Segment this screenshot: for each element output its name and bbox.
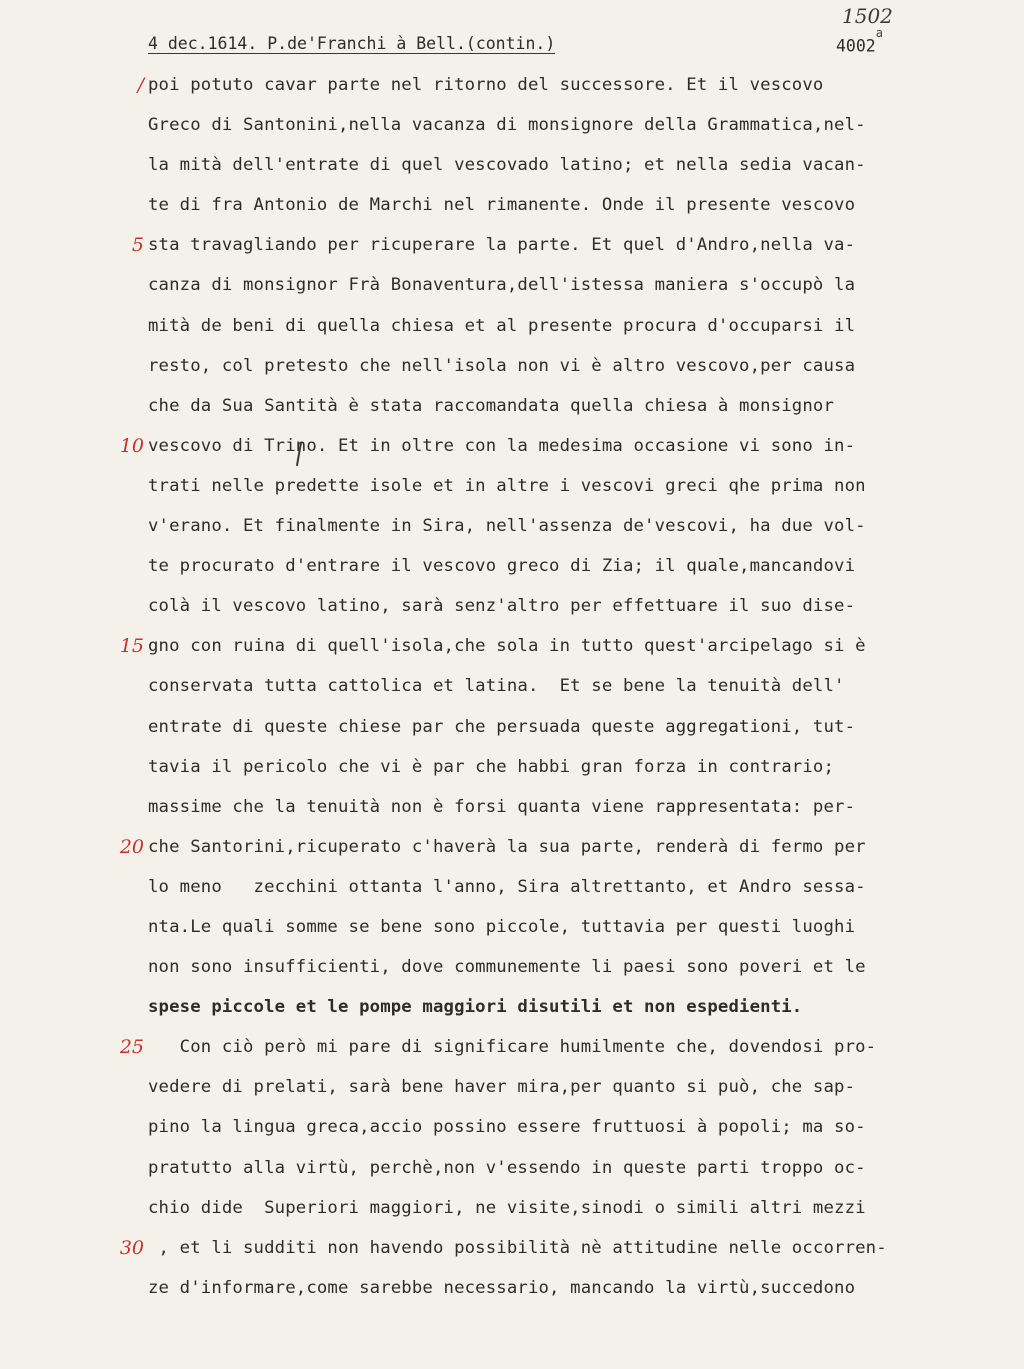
text-line: sta travagliando per ricuperare la parte. Et quel d'Andro,nella va-: [148, 235, 856, 256]
text-line: mità de beni di quella chiesa et al presente procura d'occuparsi il: [148, 315, 856, 336]
text-line: che da Sua Santità è stata raccomandata quella chiesa à monsignor: [148, 395, 835, 416]
body-text: [148, 70, 1008, 1313]
margin-mark: 10: [119, 435, 144, 457]
margin-mark: /: [137, 74, 144, 96]
handwritten-folio-number: 1502: [842, 4, 893, 28]
text-line: poi potuto cavar parte nel ritorno del successore. Et il vescovo: [148, 75, 824, 95]
text-line: Greco di Santonini,nella vacanza di monsignore della Grammatica,nel-: [148, 115, 866, 136]
text-line: vescovo di Trino. Et in oltre con la medesima occasione vi sono in-: [148, 435, 856, 456]
text-line: v'erano. Et finalmente in Sira, nell'assenza de'vescovi, ha due vol-: [148, 516, 866, 537]
text-line: conservata tutta cattolica et latina. Et se bene la tenuità dell': [148, 676, 845, 697]
margin-mark: 25: [119, 1036, 144, 1058]
text-line: tavia il pericolo che vi è par che habbi gran forza in contrario;: [148, 756, 835, 777]
text-line: la mità dell'entrate di quel vescovado latino; et nella sedia vacan-: [148, 155, 866, 176]
margin-mark: 20: [119, 836, 144, 858]
text-line: chio dide Superiori maggiori, ne visite,sinodi o simili altri mezzi: [148, 1197, 866, 1218]
text-line: ze d'informare,come sarebbe necessario, mancando la virtù,succedono: [148, 1277, 856, 1298]
text-line: te di fra Antonio de Marchi nel rimanente. Onde il presente vescovo: [148, 195, 856, 216]
text-line: nta.Le quali somme se bene sono piccole, tuttavia per questi luoghi: [148, 916, 856, 937]
page-number-value: 4002: [836, 36, 876, 56]
margin-mark: 15: [119, 635, 144, 657]
text-line: , et li sudditi non havendo possibilità nè attitudine nelle occorren-: [148, 1237, 887, 1258]
text-line: non sono insufficienti, dove communemente li paesi sono poveri et le: [148, 957, 866, 978]
header-title-text: 4 dec.1614. P.de'Franchi à Bell.(contin.): [148, 34, 556, 53]
margin-mark: 30: [119, 1237, 144, 1259]
page-number: [836, 26, 883, 56]
page-number-suffix: a: [875, 26, 883, 40]
text-line: che Santorini,ricuperato c'haverà la sua parte, renderà di fermo per: [148, 836, 866, 857]
text-line: entrate di queste chiese par che persuada queste aggregationi, tut-: [148, 716, 856, 737]
text-line: spese piccole et le pompe maggiori disutili et non espedienti.: [148, 997, 803, 1018]
text-line: gno con ruina di quell'isola,che sola in tutto quest'arcipelago si è: [148, 636, 866, 657]
text-line: massime che la tenuità non è forsi quanta viene rappresentata: per-: [148, 796, 856, 817]
text-line: canza di monsignor Frà Bonaventura,dell'istessa maniera s'occupò la: [148, 275, 856, 296]
text-line: resto, col pretesto che nell'isola non vi è altro vescovo,per causa: [148, 355, 856, 376]
text-line: lo meno zecchini ottanta l'anno, Sira altrettanto, et Andro sessa-: [148, 876, 866, 897]
text-line: Con ciò però mi pare di significare humilmente che, dovendosi pro-: [148, 1037, 877, 1058]
text-line: colà il vescovo latino, sarà senz'altro per effettuare il suo dise-: [148, 596, 856, 617]
text-line: vedere di prelati, sarà bene haver mira,per quanto si può, che sap-: [148, 1077, 856, 1098]
text-line: te procurato d'entrare il vescovo greco di Zia; il quale,mancandovi: [148, 556, 856, 577]
margin-mark: 5: [131, 234, 144, 256]
text-line: pino la lingua greca,accio possino essere fruttuosi à popoli; ma so-: [148, 1117, 866, 1138]
text-line: pratutto alla virtù, perchè,non v'essendo in queste parti troppo oc-: [148, 1157, 866, 1178]
header-title: [148, 34, 555, 53]
page-header: [148, 26, 988, 64]
text-line: trati nelle predette isole et in altre i vescovi greci qhe prima non: [148, 475, 866, 496]
